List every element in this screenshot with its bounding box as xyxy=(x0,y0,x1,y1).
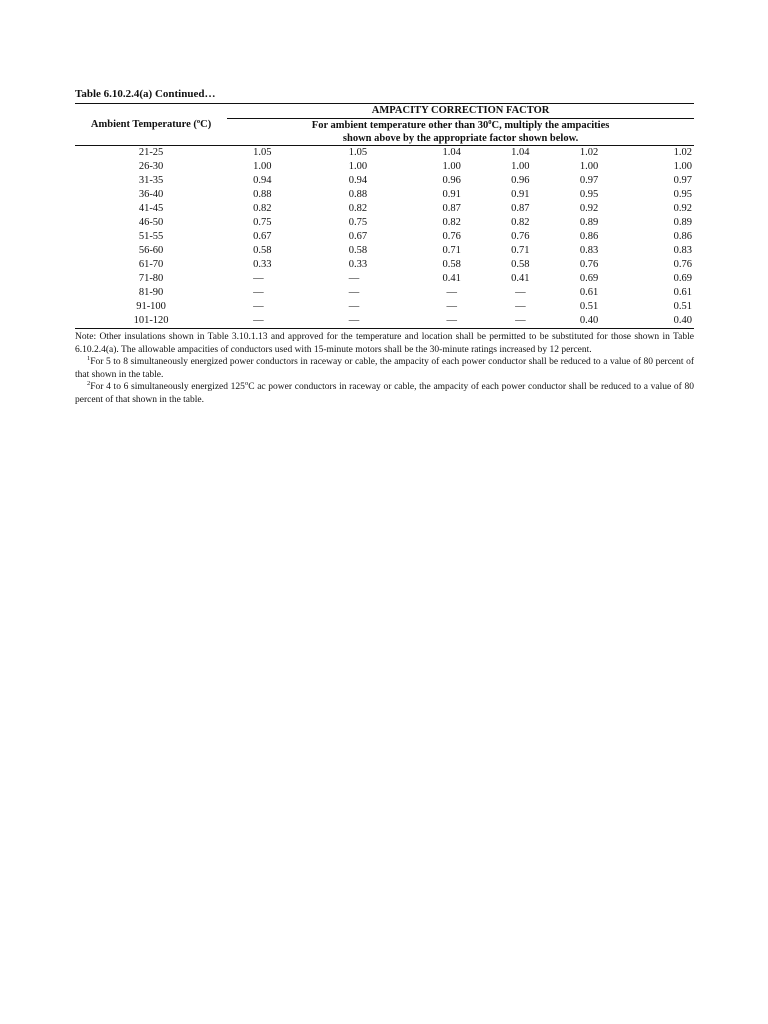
correction-factor-cell: 0.75 xyxy=(253,217,272,228)
correction-factor-cell: 0.94 xyxy=(253,175,272,186)
ambient-temperature-cell: 36-40 xyxy=(138,189,164,200)
correction-factor-cell: 0.51 xyxy=(579,301,599,312)
table-row xyxy=(75,174,694,188)
correction-factor-cell: 0.41 xyxy=(442,273,461,284)
correction-factor-cell: 0.94 xyxy=(348,175,368,186)
table-row xyxy=(75,272,694,286)
correction-factor-cell: 0.88 xyxy=(348,189,368,200)
correction-factor-cell: — xyxy=(348,273,360,284)
correction-factor-cell: 0.58 xyxy=(442,259,461,270)
correction-factor-cell: — xyxy=(446,301,457,312)
correction-factor-cell: 0.76 xyxy=(442,231,461,242)
correction-factor-cell: 0.91 xyxy=(511,189,530,200)
correction-factor-cell: 1.00 xyxy=(348,161,368,172)
correction-factor-cell: 0.69 xyxy=(673,273,692,284)
ambient-temperature-cell: 46-50 xyxy=(138,217,164,228)
ambient-temperature-cell: 51-55 xyxy=(138,231,164,242)
correction-factor-cell: — xyxy=(253,273,264,284)
correction-factor-cell: 0.97 xyxy=(673,175,692,186)
correction-factor-cell: — xyxy=(253,287,264,298)
correction-factor-cell: 0.61 xyxy=(579,287,599,298)
correction-factor-cell: 1.00 xyxy=(673,161,692,172)
table-row xyxy=(75,160,694,174)
correction-factor-cell: 0.82 xyxy=(511,217,530,228)
table-body xyxy=(75,146,694,329)
correction-factor-cell: 0.96 xyxy=(511,175,530,186)
correction-factor-cell: 0.91 xyxy=(442,189,461,200)
correction-description-line-2: shown above by the appropriate factor shown below. xyxy=(227,132,694,146)
correction-factor-cell: 0.33 xyxy=(348,259,368,270)
table-row xyxy=(75,244,694,258)
ambient-temperature-cell: 71-80 xyxy=(138,273,164,284)
ampacity-correction-factor-header: AMPACITY CORRECTION FACTOR xyxy=(227,104,694,119)
ambient-temperature-cell: 61-70 xyxy=(138,259,164,270)
table-row xyxy=(75,188,694,202)
table-row xyxy=(75,202,694,216)
table-container xyxy=(75,103,694,329)
correction-factor-cell: 0.89 xyxy=(673,217,692,228)
table-row xyxy=(75,258,694,272)
correction-factor-cell: — xyxy=(515,287,526,298)
correction-factor-cell: 0.40 xyxy=(623,314,694,329)
correction-factor-cell: 0.83 xyxy=(579,245,599,256)
ambient-temperature-cell: 91-100 xyxy=(136,301,166,312)
correction-factor-cell: 0.87 xyxy=(511,203,530,214)
correction-factor-cell: 0.97 xyxy=(579,175,599,186)
correction-factor-cell: 0.87 xyxy=(442,203,461,214)
correction-factor-cell: 0.82 xyxy=(442,217,461,228)
correction-factor-cell: 1.00 xyxy=(511,161,530,172)
correction-factor-cell: 0.51 xyxy=(673,301,692,312)
table-row xyxy=(75,314,694,329)
ampacity-correction-table xyxy=(75,103,694,329)
correction-factor-cell: 0.89 xyxy=(579,217,599,228)
correction-factor-cell: 1.05 xyxy=(253,147,272,158)
correction-factor-cell: 0.71 xyxy=(442,245,461,256)
correction-factor-cell: 0.92 xyxy=(579,203,599,214)
correction-factor-cell: 0.96 xyxy=(442,175,461,186)
correction-factor-cell: — xyxy=(227,314,322,329)
correction-factor-cell: 0.83 xyxy=(673,245,692,256)
correction-factor-cell: 0.67 xyxy=(253,231,272,242)
correction-factor-cell: 0.76 xyxy=(673,259,692,270)
correction-factor-cell: 0.88 xyxy=(253,189,272,200)
table-row xyxy=(75,230,694,244)
ambient-temperature-cell: 41-45 xyxy=(138,203,164,214)
correction-factor-cell: 0.95 xyxy=(579,189,599,200)
correction-factor-cell: 0.33 xyxy=(253,259,272,270)
correction-factor-cell: 1.04 xyxy=(442,147,461,158)
table-row xyxy=(75,286,694,300)
table-row xyxy=(75,146,694,161)
correction-factor-cell: 0.41 xyxy=(511,273,530,284)
correction-factor-cell: 0.71 xyxy=(511,245,530,256)
correction-factor-cell: 0.86 xyxy=(673,231,692,242)
correction-factor-cell: 0.95 xyxy=(673,189,692,200)
note-paragraph: Note: Other insulations shown in Table 3.10.1.13 and approved for the temperature and location shall be permitted to be substituted for those shown in Table 6.10.2.4(a). The allowable ampacities of conductors used with 15-minute motors shall be the 30-minute ratings increased by 12 percent. xyxy=(75,332,694,355)
ambient-temperature-cell: 31-35 xyxy=(138,175,164,186)
correction-factor-cell: 0.82 xyxy=(253,203,272,214)
correction-factor-cell: 0.58 xyxy=(511,259,530,270)
correction-factor-cell: 1.02 xyxy=(673,147,692,158)
table-row xyxy=(75,300,694,314)
correction-factor-cell: — xyxy=(348,301,360,312)
ambient-temperature-cell: 81-90 xyxy=(138,287,164,298)
correction-factor-cell: 0.58 xyxy=(253,245,272,256)
correction-factor-cell: — xyxy=(446,287,457,298)
correction-factor-cell: — xyxy=(417,314,486,329)
correction-description-line-1: For ambient temperature other than $30^0C$, multiply the ampacities xyxy=(311,119,610,131)
correction-factor-cell: 1.00 xyxy=(579,161,599,172)
correction-factor-cell: 1.05 xyxy=(348,147,368,158)
correction-factor-cell: 0.69 xyxy=(579,273,599,284)
correction-factor-cell: 0.92 xyxy=(673,203,692,214)
correction-factor-cell: 0.76 xyxy=(511,231,530,242)
table-row xyxy=(75,216,694,230)
correction-factor-cell: 0.86 xyxy=(579,231,599,242)
ambient-temperature-cell: 101-120 xyxy=(75,314,227,329)
ambient-temperature-header: Ambient Temperature ($^o$C) xyxy=(75,104,227,146)
ambient-temperature-cell: 21-25 xyxy=(138,147,164,158)
correction-factor-cell: — xyxy=(515,301,526,312)
correction-factor-cell: 0.58 xyxy=(348,245,368,256)
correction-factor-cell: 1.00 xyxy=(253,161,272,172)
correction-factor-cell: 0.61 xyxy=(673,287,692,298)
ambient-temperature-cell: 26-30 xyxy=(138,161,164,172)
correction-factor-cell: — xyxy=(486,314,555,329)
correction-factor-cell: 0.75 xyxy=(348,217,368,228)
correction-factor-cell: 1.00 xyxy=(442,161,461,172)
correction-factor-cell: 1.02 xyxy=(579,147,599,158)
correction-factor-cell: — xyxy=(348,287,360,298)
correction-factor-cell: 0.82 xyxy=(348,203,368,214)
header-row-1 xyxy=(75,104,694,119)
table-notes xyxy=(75,331,694,406)
table-title: Table 6.10.2.4(a) Continued… xyxy=(75,88,216,100)
correction-factor-cell: — xyxy=(253,301,264,312)
footnote-1: $^1$For 5 to 8 simultaneously energized power conductors in raceway or cable, the ampacity of each power conductor shall be reduced to a value of 80 percent of that shown in the table. xyxy=(75,355,694,380)
correction-factor-cell: 1.04 xyxy=(511,147,530,158)
correction-factor-cell: 0.67 xyxy=(348,231,368,242)
ambient-temperature-cell: 56-60 xyxy=(138,245,164,256)
correction-factor-cell: 0.76 xyxy=(579,259,599,270)
correction-factor-cell: 0.40 xyxy=(555,314,624,329)
footnote-2: $^2$For 4 to 6 simultaneously energized 125$^o$C ac power conductors in raceway or cable, the ampacity of each power conductor shall be reduced to a value of 80 percent of that shown in the table. xyxy=(75,380,694,405)
correction-factor-cell: — xyxy=(322,314,418,329)
